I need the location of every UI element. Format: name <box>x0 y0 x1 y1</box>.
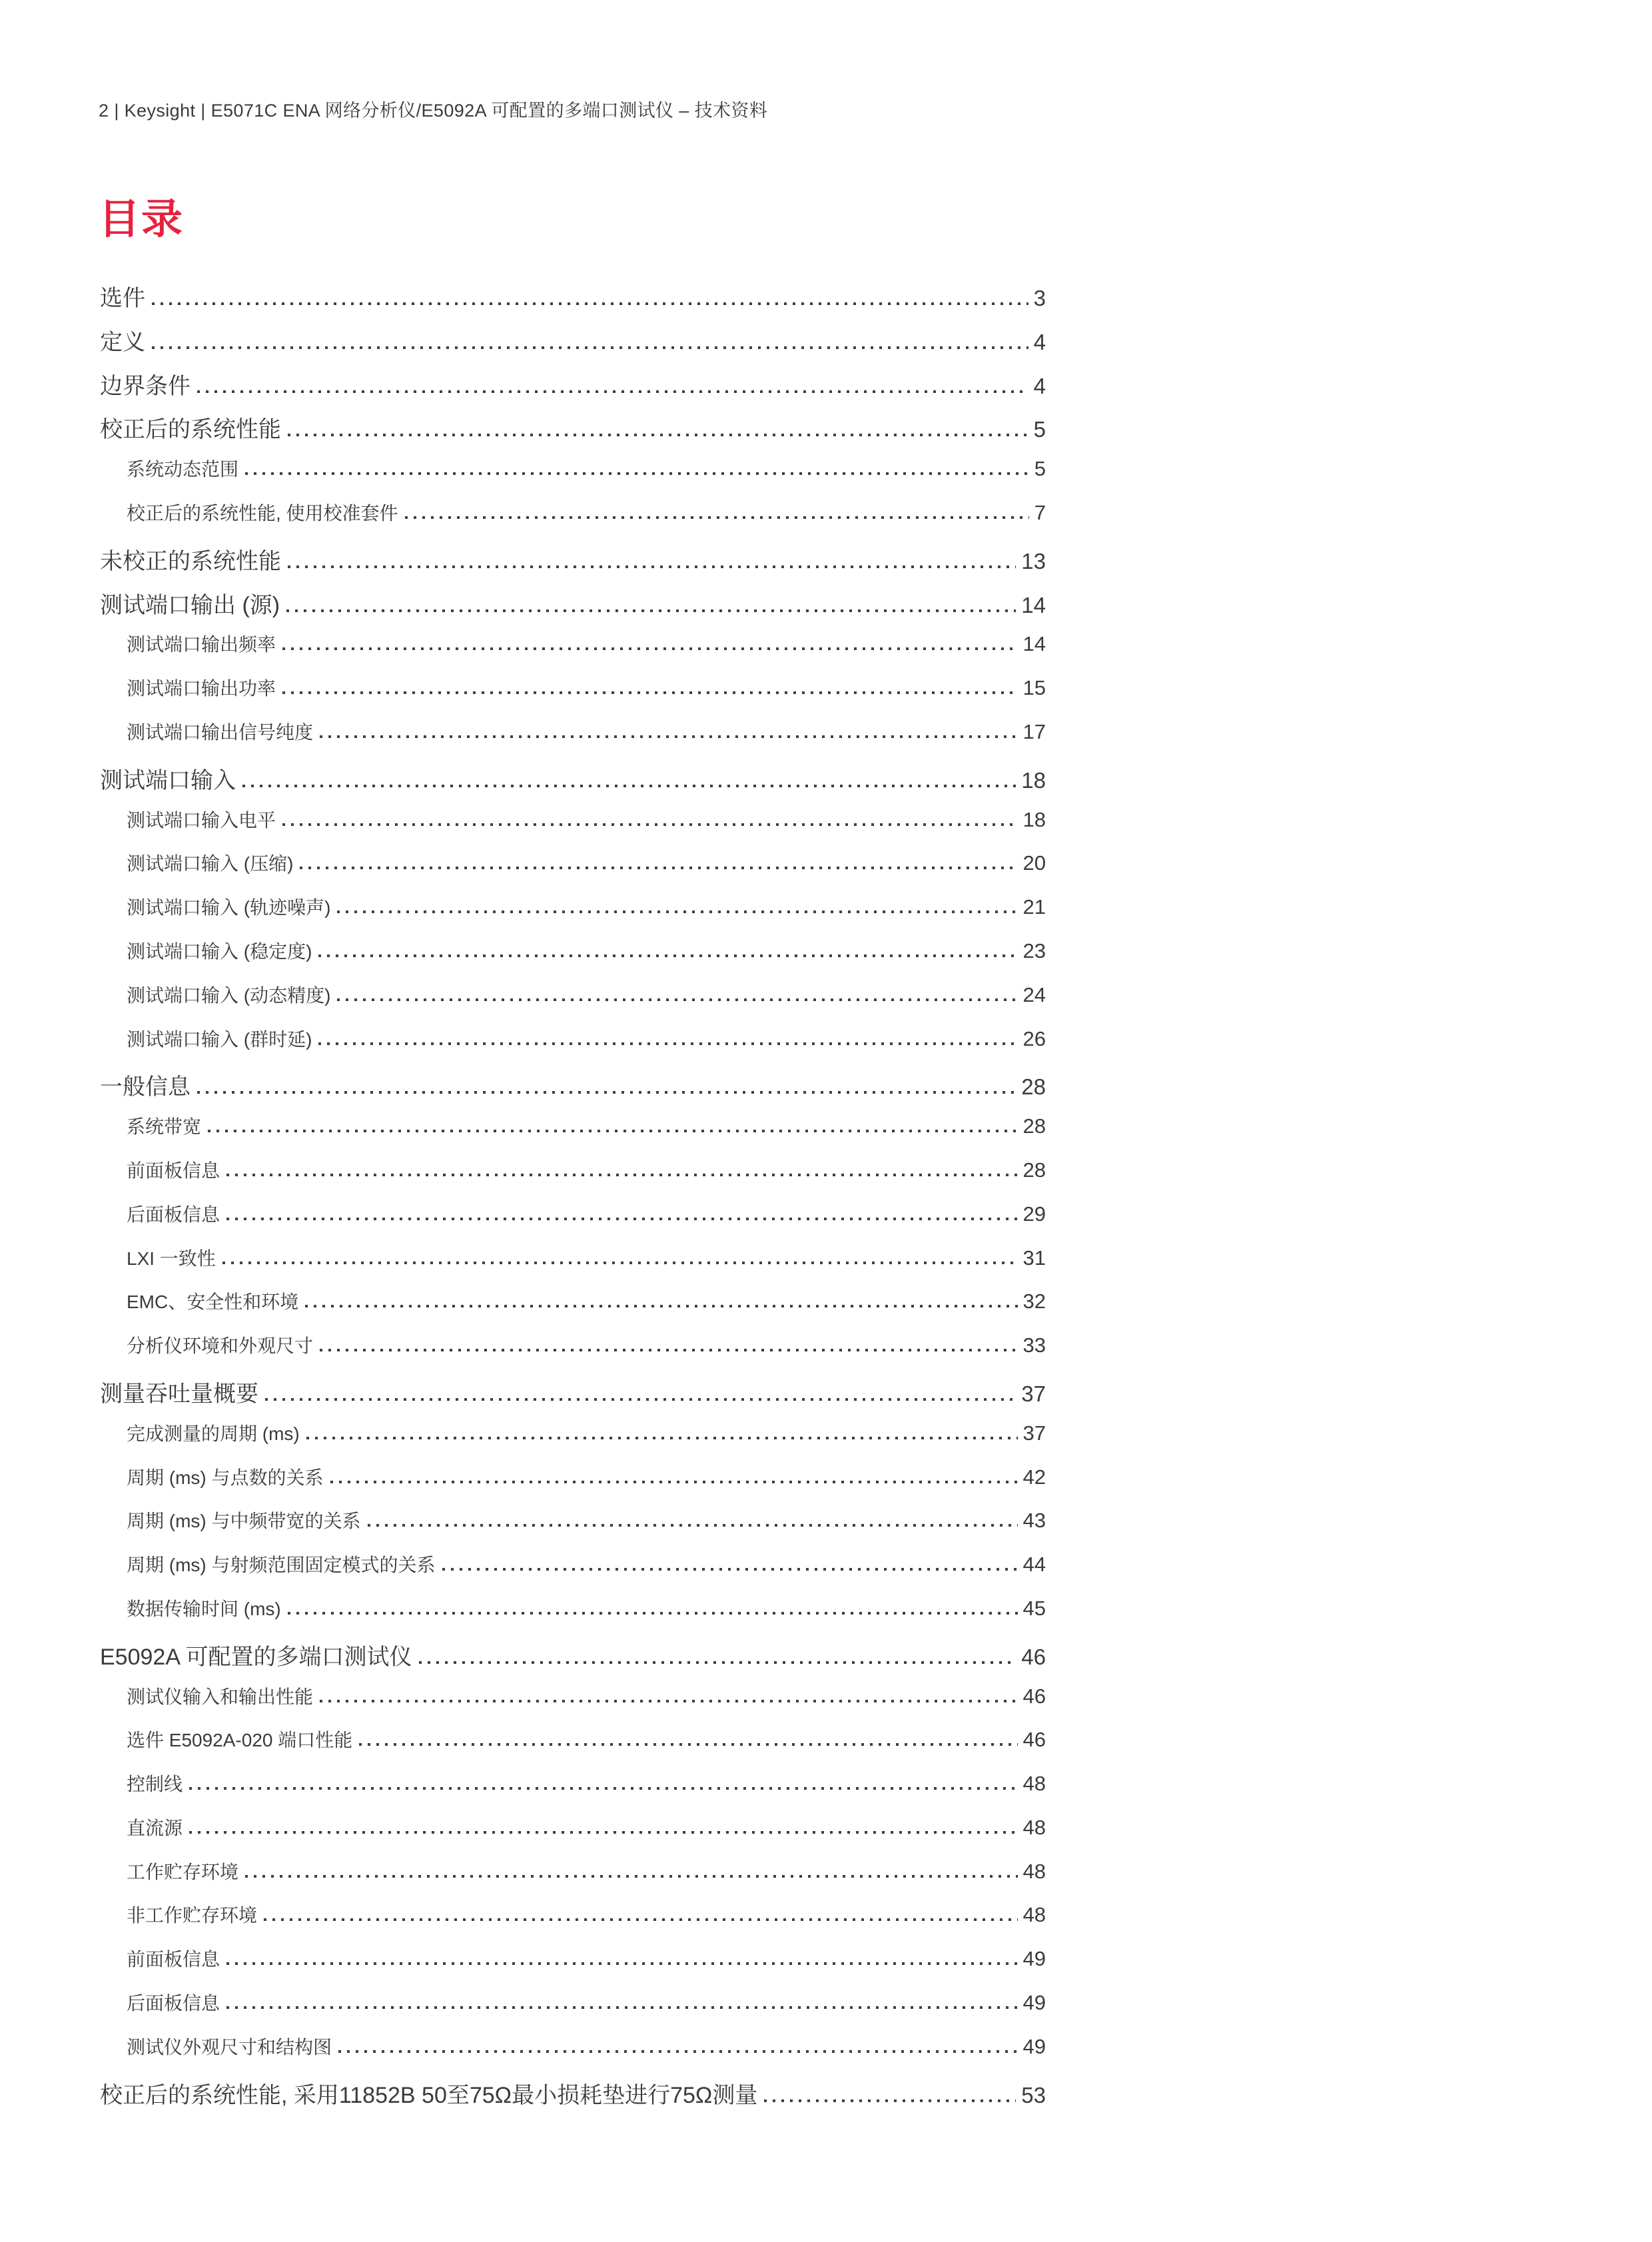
toc-entry[interactable] <box>100 587 1046 631</box>
toc-entry[interactable] <box>100 1375 1046 1419</box>
toc-entry[interactable] <box>100 1726 1046 1770</box>
toc-entry[interactable] <box>100 1419 1046 1463</box>
toc-entry-page: 23 <box>1023 938 1046 962</box>
toc-entry-page: 26 <box>1023 1026 1046 1050</box>
toc-leader-dots <box>288 1612 1018 1615</box>
toc-entry-label: 测试仪外观尺寸和结构图 <box>127 2036 332 2057</box>
toc-entry-label: 测试端口输出频率 <box>127 634 276 655</box>
toc-entry-label: E5092A 可配置的多端口测试仪 <box>100 1644 412 1670</box>
toc-entry[interactable] <box>100 1288 1046 1331</box>
toc-leader-dots <box>300 867 1017 869</box>
toc-entry-page: 14 <box>1021 592 1046 617</box>
toc-entry-page: 3 <box>1033 286 1046 310</box>
toc-entry[interactable] <box>100 1901 1046 1945</box>
toc-entry[interactable] <box>100 893 1046 937</box>
toc-entry-page: 37 <box>1021 1381 1046 1406</box>
toc-leader-dots <box>197 390 1029 393</box>
toc-entry[interactable] <box>100 1989 1046 2033</box>
toc-leader-dots <box>288 434 1029 436</box>
toc-entry-label: 测试端口输入电平 <box>127 809 276 831</box>
toc-entry-page: 20 <box>1023 851 1046 875</box>
toc-leader-dots <box>245 1875 1018 1878</box>
toc-entry-page: 46 <box>1023 1728 1046 1752</box>
toc-entry-label: LXI 一致性 <box>127 1248 216 1269</box>
toc-leader-dots <box>282 647 1018 650</box>
toc-entry-label: 控制线 <box>127 1774 183 1795</box>
toc-entry[interactable] <box>100 499 1046 543</box>
toc-entry[interactable] <box>100 1858 1046 1902</box>
toc-entry-page: 46 <box>1021 1644 1046 1669</box>
toc-entry[interactable] <box>100 849 1046 893</box>
toc-entry-label: 校正后的系统性能, 采用11852B 50至75Ω最小损耗垫进行75Ω测量 <box>100 2082 758 2108</box>
toc-leader-dots <box>318 1042 1017 1045</box>
toc-leader-dots <box>189 1831 1018 1834</box>
toc-entry-label: 测试仪输入和输出性能 <box>127 1686 314 1707</box>
toc-entry-label: 测试端口输入 (动态精度) <box>127 984 331 1006</box>
toc-entry-label: 测试端口输入 (稳定度) <box>127 940 312 962</box>
toc-entry[interactable] <box>100 937 1046 981</box>
toc-entry-page: 21 <box>1023 895 1046 919</box>
toc-leader-dots <box>320 1349 1018 1351</box>
toc-entry-page: 13 <box>1021 548 1046 573</box>
toc-entry-label: 周期 (ms) 与点数的关系 <box>127 1467 324 1488</box>
toc-entry-label: 校正后的系统性能, 使用校准套件 <box>127 502 398 524</box>
toc-entry-page: 53 <box>1021 2082 1046 2107</box>
toc-leader-dots <box>152 346 1029 349</box>
toc-entry-page: 18 <box>1023 807 1046 831</box>
toc-entry-label: 边界条件 <box>100 373 191 399</box>
toc-entry-label: 测试端口输入 (轨迹噪声) <box>127 897 331 919</box>
toc-entry-page: 49 <box>1023 2034 1046 2058</box>
toc-leader-dots <box>245 472 1029 475</box>
toc-entry[interactable] <box>100 411 1046 455</box>
toc-entry[interactable] <box>100 1025 1046 1069</box>
toc-entry[interactable] <box>100 2077 1046 2121</box>
toc-entry-page: 42 <box>1023 1465 1046 1489</box>
toc-entry-page: 17 <box>1023 719 1046 743</box>
toc-entry-label: 前面板信息 <box>127 1949 220 1970</box>
toc-entry[interactable] <box>100 2033 1046 2077</box>
toc-leader-dots <box>226 1174 1018 1176</box>
toc-leader-dots <box>208 1130 1018 1132</box>
toc-entry[interactable] <box>100 1682 1046 1726</box>
toc-leader-dots <box>226 1962 1018 1965</box>
toc-leader-dots <box>226 1218 1018 1220</box>
toc-entry-label: 校正后的系统性能 <box>100 417 281 443</box>
toc-entry-page: 45 <box>1023 1596 1046 1620</box>
toc-entry-label: 测试端口输入 (群时延) <box>127 1028 312 1050</box>
toc-entry-page: 43 <box>1023 1509 1046 1533</box>
toc-entry[interactable] <box>100 1770 1046 1814</box>
toc-entry-label: 测试端口输入 <box>100 767 236 793</box>
toc-entry-page: 5 <box>1033 417 1046 442</box>
toc-entry[interactable] <box>100 1639 1046 1682</box>
toc-entry[interactable] <box>100 280 1046 324</box>
toc-entry[interactable] <box>100 368 1046 412</box>
toc-leader-dots <box>226 2006 1018 2009</box>
toc-entry-label: 直流源 <box>127 1817 183 1838</box>
toc-entry[interactable] <box>100 630 1046 674</box>
toc-entry-page: 48 <box>1023 1772 1046 1796</box>
toc-leader-dots <box>264 1918 1018 1921</box>
toc-entry[interactable] <box>100 762 1046 806</box>
toc-leader-dots <box>337 998 1017 1001</box>
toc-list <box>100 280 1046 2120</box>
toc-entry-label: 选件 E5092A-020 端口性能 <box>127 1730 353 1751</box>
toc-leader-dots <box>320 735 1018 738</box>
toc-entry[interactable] <box>100 1200 1046 1244</box>
toc-entry[interactable] <box>100 674 1046 718</box>
toc-entry[interactable] <box>100 806 1046 850</box>
toc-leader-dots <box>368 1524 1018 1527</box>
toc-entry[interactable] <box>100 1507 1046 1551</box>
toc-leader-dots <box>337 911 1017 913</box>
toc-entry[interactable] <box>100 981 1046 1025</box>
toc-entry-label: 前面板信息 <box>127 1160 220 1181</box>
toc-entry-label: 未校正的系统性能 <box>100 548 281 574</box>
toc-entry-label: 选件 <box>100 286 145 311</box>
page-header: 2 | Keysight | E5071C ENA 网络分析仪/E5092A 可配置的多端口测试仪 – 技术资料 <box>99 101 768 121</box>
page-title: 目录 <box>99 196 185 242</box>
toc-leader-dots <box>282 823 1018 826</box>
toc-leader-dots <box>189 1787 1018 1790</box>
toc-entry-label: 定义 <box>100 329 145 355</box>
toc-entry-page: 24 <box>1023 982 1046 1006</box>
toc-entry-page: 28 <box>1021 1074 1046 1100</box>
toc-leader-dots <box>282 691 1018 694</box>
toc-entry-label: 后面板信息 <box>127 1204 220 1225</box>
toc-entry-page: 49 <box>1023 1947 1046 1971</box>
toc-entry-page: 48 <box>1023 1815 1046 1839</box>
toc-entry[interactable] <box>100 1463 1046 1507</box>
toc-leader-dots <box>286 609 1016 612</box>
toc-entry-page: 7 <box>1034 500 1046 524</box>
toc-entry[interactable] <box>100 1112 1046 1156</box>
toc-entry-label: 非工作贮存环境 <box>127 1905 258 1926</box>
toc-entry-page: 31 <box>1023 1246 1046 1270</box>
toc-entry[interactable] <box>100 324 1046 368</box>
toc-entry-page: 48 <box>1023 1859 1046 1883</box>
toc-leader-dots <box>405 516 1029 519</box>
toc-leader-dots <box>222 1262 1018 1264</box>
toc-entry-label: 测试端口输出 (源) <box>100 592 280 618</box>
toc-entry-page: 14 <box>1023 632 1046 656</box>
toc-entry-page: 49 <box>1023 1991 1046 2015</box>
toc-leader-dots <box>318 954 1017 957</box>
toc-entry-page: 28 <box>1023 1114 1046 1138</box>
toc-entry[interactable] <box>100 1244 1046 1288</box>
toc-entry[interactable] <box>100 455 1046 499</box>
toc-entry-label: EMC、安全性和环境 <box>127 1292 299 1313</box>
toc-leader-dots <box>288 565 1016 568</box>
toc-entry-label: 一般信息 <box>100 1074 191 1100</box>
toc-entry[interactable] <box>100 1331 1046 1375</box>
toc-entry-label: 完成测量的周期 (ms) <box>127 1423 300 1444</box>
toc-leader-dots <box>320 1700 1018 1702</box>
toc-entry-label: 测试端口输出信号纯度 <box>127 721 314 743</box>
toc-leader-dots <box>306 1437 1018 1439</box>
toc-entry-page: 37 <box>1023 1421 1046 1445</box>
toc-leader-dots <box>338 2050 1018 2053</box>
toc-entry-page: 18 <box>1021 767 1046 793</box>
toc-leader-dots <box>197 1091 1016 1094</box>
toc-entry-page: 28 <box>1023 1158 1046 1182</box>
toc-entry[interactable] <box>100 543 1046 587</box>
toc-entry-page: 4 <box>1033 373 1046 398</box>
toc-entry-page: 46 <box>1023 1684 1046 1708</box>
toc-entry-page: 44 <box>1023 1553 1046 1577</box>
toc-entry[interactable] <box>100 1068 1046 1112</box>
toc-entry-page: 4 <box>1033 329 1046 354</box>
toc-leader-dots <box>330 1481 1018 1483</box>
toc-entry-label: 后面板信息 <box>127 1993 220 2014</box>
toc-entry-label: 测试端口输出功率 <box>127 678 276 699</box>
toc-leader-dots <box>265 1398 1016 1401</box>
toc-leader-dots <box>242 785 1016 787</box>
toc-entry[interactable] <box>100 1814 1046 1858</box>
toc-leader-dots <box>305 1305 1017 1308</box>
toc-leader-dots <box>359 1743 1017 1746</box>
toc-leader-dots <box>442 1568 1018 1571</box>
toc-entry[interactable] <box>100 1945 1046 1989</box>
toc-entry-label: 系统动态范围 <box>127 459 239 480</box>
toc-leader-dots <box>764 2099 1016 2102</box>
toc-entry[interactable] <box>100 1551 1046 1595</box>
toc-entry-page: 33 <box>1023 1333 1046 1357</box>
toc-entry-label: 分析仪环境和外观尺寸 <box>127 1335 314 1357</box>
toc-entry-page: 48 <box>1023 1903 1046 1927</box>
toc-entry-label: 工作贮存环境 <box>127 1861 239 1882</box>
toc-leader-dots <box>419 1661 1017 1664</box>
toc-entry-label: 数据传输时间 (ms) <box>127 1598 281 1619</box>
toc-entry-label: 系统带宽 <box>127 1116 202 1138</box>
toc-leader-dots <box>152 302 1029 305</box>
toc-entry[interactable] <box>100 1156 1046 1200</box>
toc-entry-page: 29 <box>1023 1202 1046 1226</box>
toc-entry-label: 周期 (ms) 与射频范围固定模式的关系 <box>127 1555 436 1576</box>
toc-entry-label: 周期 (ms) 与中频带宽的关系 <box>127 1511 361 1532</box>
toc-entry-label: 测量吞吐量概要 <box>100 1381 258 1407</box>
toc-entry[interactable] <box>100 1595 1046 1639</box>
toc-entry[interactable] <box>100 718 1046 762</box>
toc-entry-page: 15 <box>1023 676 1046 700</box>
toc-entry-page: 5 <box>1034 457 1046 481</box>
toc-entry-label: 测试端口输入 (压缩) <box>127 853 294 875</box>
toc-entry-page: 32 <box>1023 1290 1046 1313</box>
